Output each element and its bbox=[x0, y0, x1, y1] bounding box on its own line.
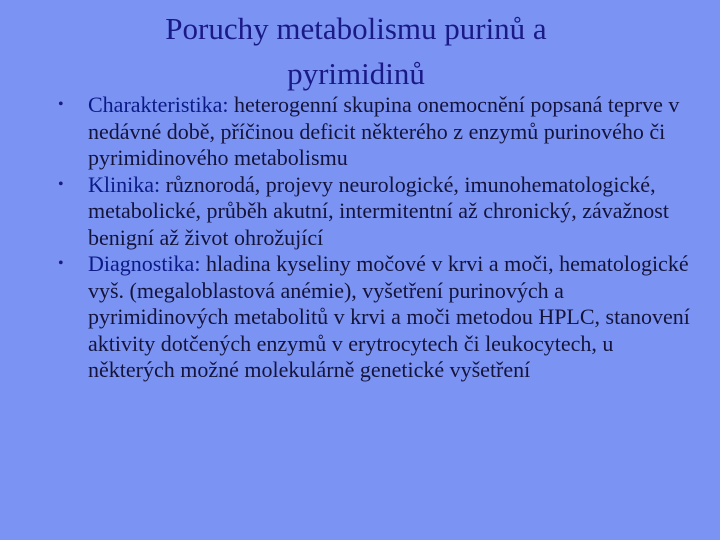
bullet-text: hladina kyseliny močové v krvi a moči, hematologické vyš. (megaloblastová anémie), vyšetření purinových a pyrimidinových metabolitů v krvi a moči metodou HPLC, stanovení aktivity dotčených enzymů v erytrocytech či leukocytech, u některých možné molekulárně genetické vyšetření bbox=[88, 251, 690, 382]
bullet-item-klinika bbox=[56, 172, 696, 252]
bullet-list bbox=[56, 92, 696, 384]
bullet-text: různorodá, projevy neurologické, imunohematologické, metabolické, průběh akutní, intermitentní až chronický, závažnost benigní až život ohrožující bbox=[88, 171, 669, 250]
bullet-icon: • bbox=[58, 255, 64, 272]
bullet-icon: • bbox=[58, 175, 64, 193]
bullet-term: Klinika: bbox=[88, 171, 161, 197]
bullet-item-diagnostika bbox=[56, 251, 696, 384]
bullet-item-charakteristika bbox=[56, 92, 696, 172]
bullet-term: Charakteristika: bbox=[88, 92, 229, 117]
bullet-text: heterogenní skupina onemocnění popsaná teprve v nedávné době, příčinou deficit některého z enzymů purinového či pyrimidinového metabolismu bbox=[88, 92, 680, 170]
slide-title: Poruchy metabolismu purinů a pyrimidinů bbox=[165, 11, 547, 91]
bullet-term: Diagnostika: bbox=[88, 251, 201, 276]
bullet-icon: • bbox=[58, 96, 64, 113]
